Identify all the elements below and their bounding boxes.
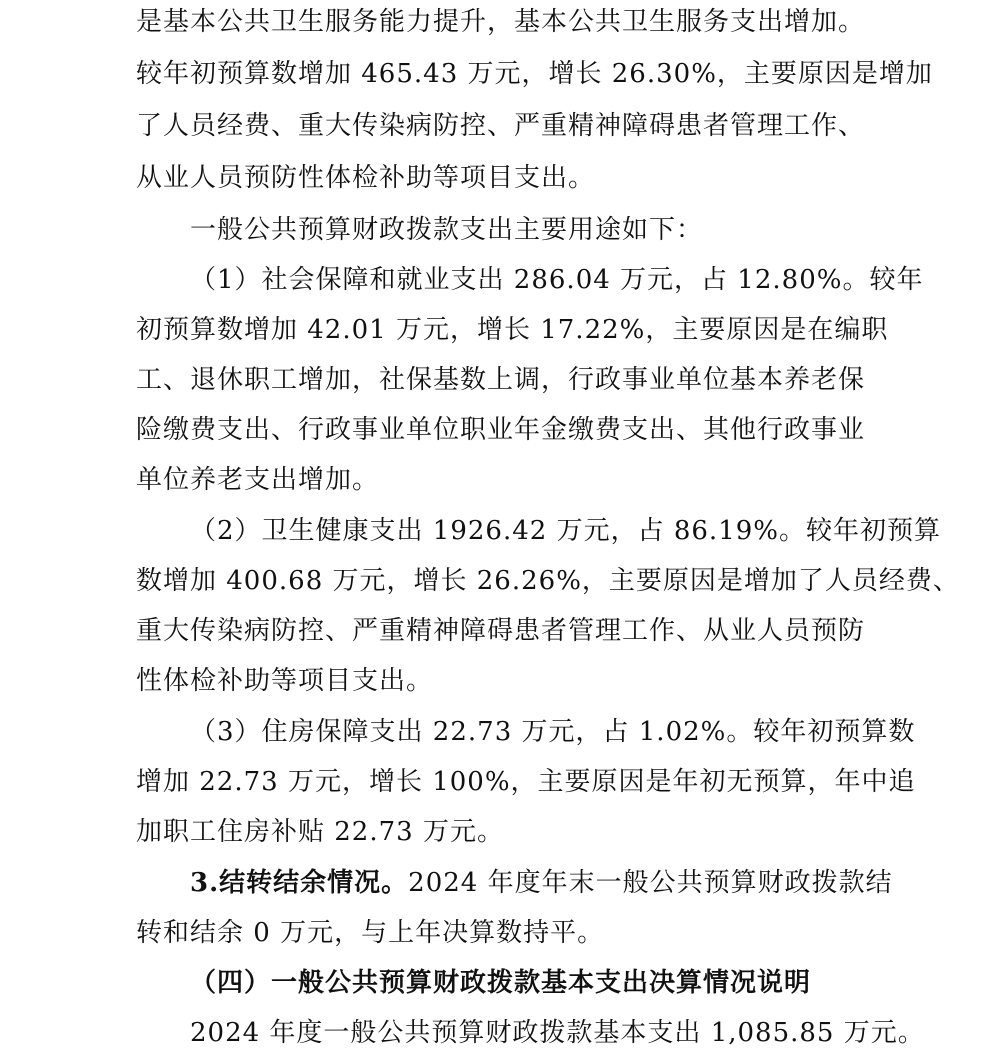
section-lead: 3.结转结余情况。	[190, 868, 409, 898]
list-item-line: 险缴费支出、行政事业单位职业年金缴费支出、其他行政事业	[136, 415, 866, 445]
paragraph-line: 2024 年度一般公共预算财政拨款基本支出 1,085.85 万元。	[190, 1018, 925, 1048]
list-item-line: （1）社会保障和就业支出 286.04 万元，占 12.80%。较年	[190, 265, 924, 295]
paragraph-line: 了人员经费、重大传染病防控、严重精神障碍患者管理工作、	[136, 111, 866, 141]
list-item-line: 初预算数增加 42.01 万元，增长 17.22%，主要原因是在编职	[136, 315, 889, 345]
list-item-line: （3）住房保障支出 22.73 万元，占 1.02%。较年初预算数	[190, 717, 916, 747]
paragraph-line: 是基本公共卫生服务能力提升，基本公共卫生服务支出增加。	[136, 7, 866, 37]
section-heading: （四）一般公共预算财政拨款基本支出决算情况说明	[190, 968, 812, 998]
paragraph-line: 较年初预算数增加 465.43 万元，增长 26.30%，主要原因是增加	[136, 59, 933, 89]
paragraph-line: 从业人员预防性体检补助等项目支出。	[136, 163, 596, 193]
list-item-line: 重大传染病防控、严重精神障碍患者管理工作、从业人员预防	[136, 616, 866, 646]
list-item-line: 工、退休职工增加，社保基数上调，行政事业单位基本养老保	[136, 365, 866, 395]
paragraph-line	[190, 866, 893, 900]
list-item-line: 数增加 400.68 万元，增长 26.26%，主要原因是增加了人员经费、	[136, 566, 960, 596]
list-item-line: 单位养老支出增加。	[136, 465, 380, 495]
section-text: 2024 年度年末一般公共预算财政拨款结	[408, 868, 893, 898]
paragraph-line: 一般公共预算财政拨款支出主要用途如下：	[190, 215, 704, 245]
paragraph-line: 转和结余 0 万元，与上年决算数持平。	[136, 918, 605, 948]
list-item-line: 增加 22.73 万元，增长 100%，主要原因是年初无预算，年中追	[136, 767, 916, 797]
list-item-line: （2）卫生健康支出 1926.42 万元，占 86.19%。较年初预算	[190, 516, 941, 546]
list-item-line: 加职工住房补贴 22.73 万元。	[136, 817, 504, 847]
list-item-line: 性体检补助等项目支出。	[136, 666, 434, 696]
